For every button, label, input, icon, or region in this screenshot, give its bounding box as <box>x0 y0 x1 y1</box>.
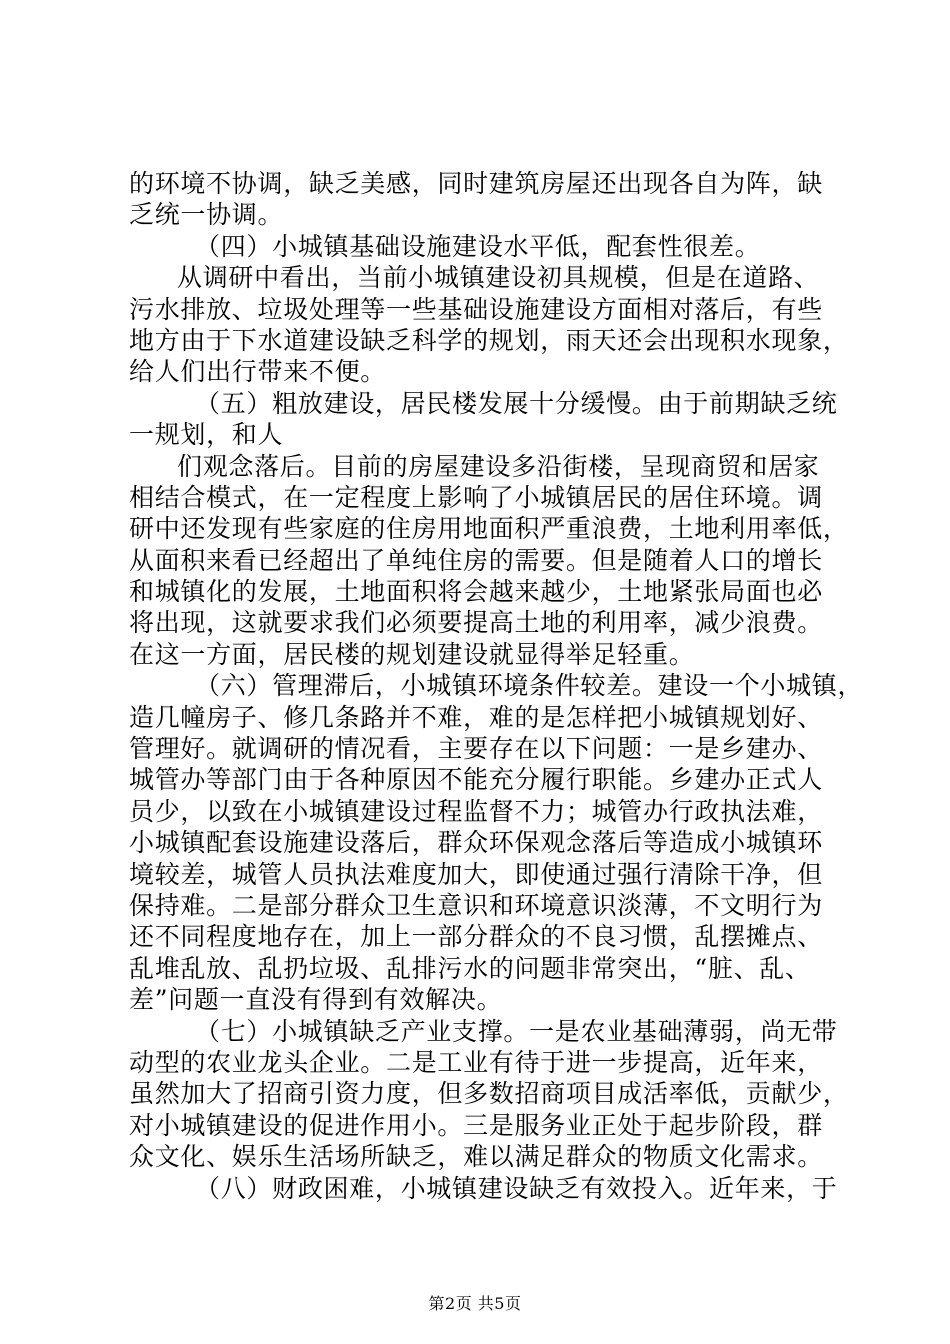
text-line: （四）小城镇基础设施建设水平低，配套性很差。 <box>195 231 761 261</box>
text-line: 污水排放、垃圾处理等一些基础设施建设方面相对落后，有些 <box>129 294 823 324</box>
text-line: 造几幢房子、修几条路并不难，难的是怎样把小城镇规划好、 <box>129 702 823 732</box>
text-line: 动型的农业龙头企业。二是工业有待于进一步提高，近年来， <box>129 1047 823 1077</box>
text-line: 和城镇化的发展，土地面积将会越来越少，土地紧张局面也必 <box>129 577 823 607</box>
text-line: 城管办等部门由于各种原因不能充分履行职能。乡建办正式人 <box>129 765 823 795</box>
text-line: 从调研中看出，当前小城镇建设初具规模，但是在道路、 <box>177 263 820 293</box>
text-line: 从面积来看已经超出了单纯住房的需要。但是随着人口的增长 <box>129 545 823 575</box>
document-body <box>129 168 864 1204</box>
text-line: 差”问题一直没有得到有效解决。 <box>129 985 503 1015</box>
text-line: 给人们出行带来不便。 <box>129 357 387 387</box>
text-line: 乱堆乱放、乱扔垃圾、乱排污水的问题非常突出，“脏、乱、 <box>129 953 811 983</box>
text-line: 对小城镇建设的促进作用小。三是服务业正处于起步阶段，群 <box>129 1110 823 1140</box>
text-line: 们观念落后。目前的房屋建设多沿街楼，呈现商贸和居家 <box>177 451 820 481</box>
text-line: （八）财政困难，小城镇建设缺乏有效投入。近年来，于 <box>195 1173 838 1203</box>
text-line: （六）管理滞后，小城镇环境条件较差。建设一个小城镇， <box>195 671 864 701</box>
text-line: （七）小城镇缺乏产业支撑。一是农业基础薄弱，尚无带 <box>195 1016 838 1046</box>
text-line: 地方由于下水道建设缺乏科学的规划，雨天还会出现积水现象， <box>129 325 849 355</box>
text-line: 研中还发现有些家庭的住房用地面积严重浪费，土地利用率低， <box>129 514 849 544</box>
text-line: 相结合模式，在一定程度上影响了小城镇居民的居住环境。调 <box>129 482 823 512</box>
text-line: 员少，以致在小城镇建设过程监督不力；城管办行政执法难， <box>129 796 823 826</box>
text-line: 境较差，城管人员执法难度加大，即使通过强行清除干净，但 <box>129 859 823 889</box>
text-line: 管理好。就调研的情况看，主要存在以下问题：一是乡建办、 <box>129 734 823 764</box>
text-line: 乏统一协调。 <box>129 200 284 230</box>
text-line: 的环境不协调，缺乏美感，同时建筑房屋还出现各自为阵，缺 <box>129 169 823 198</box>
text-line: （五）粗放建设，居民楼发展十分缓慢。由于前期缺乏统 <box>195 388 838 418</box>
text-line: 小城镇配套设施建设落后，群众环保观念落后等造成小城镇环 <box>129 828 823 858</box>
text-line: 保持难。二是部分群众卫生意识和环境意识淡薄，不文明行为 <box>129 890 823 920</box>
text-line: 虽然加大了招商引资力度，但多数招商项目成活率低，贡献少， <box>129 1079 849 1109</box>
text-line: 在这一方面，居民楼的规划建设就显得举足轻重。 <box>129 639 695 669</box>
text-line: 一规划，和人 <box>129 420 284 450</box>
text-line: 将出现，这就要求我们必须要提高土地的利用率，减少浪费。 <box>129 608 823 638</box>
text-line: 众文化、娱乐生活场所缺乏，难以满足群众的物质文化需求。 <box>129 1142 823 1172</box>
text-line: 还不同程度地存在，加上一部分群众的不良习惯，乱摆摊点、 <box>129 922 823 952</box>
page-footer: 第2页 共5页 <box>428 1294 522 1313</box>
